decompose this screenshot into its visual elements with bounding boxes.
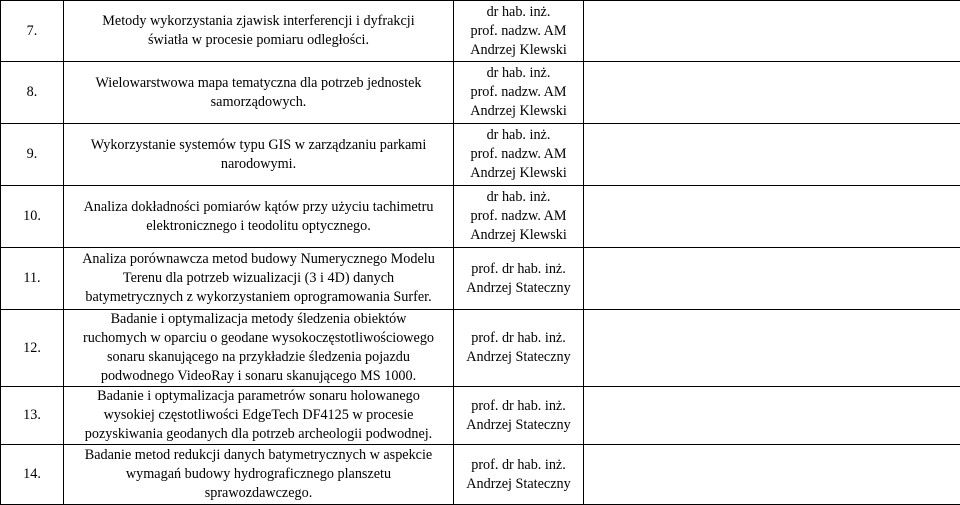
topic-line: pozyskiwania geodanych dla potrzeb archeologii podwodnej.	[72, 425, 445, 444]
supervisor-line: prof. dr hab. inż.	[456, 260, 581, 279]
topic-line: Analiza porównawcza metod budowy Numerycznego Modelu	[72, 250, 445, 269]
empty-cell	[584, 1, 960, 62]
supervisor-line: prof. nadzw. AM	[456, 145, 581, 164]
topic-line: wymagań budowy hydrograficznego planszetu	[72, 465, 445, 484]
row-number: 7.	[1, 1, 64, 62]
supervisor-line: Andrzej Klewski	[456, 102, 581, 121]
table-row	[1, 248, 960, 310]
topic-cell	[64, 124, 454, 186]
supervisor-cell	[454, 1, 584, 62]
supervisor-line: prof. dr hab. inż.	[456, 397, 581, 416]
row-number: 9.	[1, 124, 64, 186]
row-number: 14.	[1, 445, 64, 505]
topic-line: Wielowarstwowa mapa tematyczna dla potrzeb jednostek	[72, 74, 445, 93]
empty-cell	[584, 310, 960, 387]
row-number: 12.	[1, 310, 64, 387]
supervisor-line: dr hab. inż.	[456, 188, 581, 207]
table-row	[1, 62, 960, 124]
supervisor-line: Andrzej Stateczny	[456, 475, 581, 494]
topic-cell	[64, 248, 454, 310]
supervisor-line: dr hab. inż.	[456, 3, 581, 22]
supervisor-line: dr hab. inż.	[456, 126, 581, 145]
topic-line: sonaru skanującego na przykładzie śledzenia pojazdu	[72, 348, 445, 367]
supervisor-line: dr hab. inż.	[456, 64, 581, 83]
topic-line: batymetrycznych z wykorzystaniem oprogramowania Surfer.	[72, 288, 445, 307]
supervisor-cell	[454, 248, 584, 310]
topic-line: Metody wykorzystania zjawisk interferencji i dyfrakcji	[72, 12, 445, 31]
topic-line: Analiza dokładności pomiarów kątów przy użyciu tachimetru	[72, 198, 445, 217]
topic-line: Badanie i optymalizacja metody śledzenia obiektów	[72, 310, 445, 329]
supervisor-line: prof. dr hab. inż.	[456, 456, 581, 475]
supervisor-cell	[454, 387, 584, 445]
supervisor-line: prof. nadzw. AM	[456, 207, 581, 226]
topic-line: Wykorzystanie systemów typu GIS w zarządzaniu parkami	[72, 136, 445, 155]
topic-line: Badanie metod redukcji danych batymetrycznych w aspekcie	[72, 446, 445, 465]
topic-line: elektronicznego i teodolitu optycznego.	[72, 217, 445, 236]
supervisor-cell	[454, 186, 584, 248]
topic-line: ruchomych w oparciu o geodane wysokoczęstotliwościowego	[72, 329, 445, 348]
empty-cell	[584, 387, 960, 445]
topic-line: wysokiej częstotliwości EdgeTech DF4125 w procesie	[72, 406, 445, 425]
row-number: 13.	[1, 387, 64, 445]
supervisor-line: prof. dr hab. inż.	[456, 329, 581, 348]
supervisor-line: Andrzej Klewski	[456, 164, 581, 183]
row-number: 8.	[1, 62, 64, 124]
topic-line: podwodnego VideoRay i sonaru skanującego MS 1000.	[72, 367, 445, 386]
supervisor-cell	[454, 62, 584, 124]
table-row	[1, 186, 960, 248]
topic-line: światła w procesie pomiaru odległości.	[72, 31, 445, 50]
supervisor-line: Andrzej Stateczny	[456, 416, 581, 435]
topic-cell	[64, 62, 454, 124]
supervisor-line: prof. nadzw. AM	[456, 22, 581, 41]
supervisor-cell	[454, 310, 584, 387]
topic-line: samorządowych.	[72, 93, 445, 112]
topic-line: narodowymi.	[72, 155, 445, 174]
topic-cell	[64, 387, 454, 445]
table-row	[1, 310, 960, 387]
empty-cell	[584, 186, 960, 248]
row-number: 11.	[1, 248, 64, 310]
table-row	[1, 124, 960, 186]
topic-line: Terenu dla potrzeb wizualizacji (3 i 4D) danych	[72, 269, 445, 288]
table-row	[1, 1, 960, 62]
row-number: 10.	[1, 186, 64, 248]
topic-cell	[64, 1, 454, 62]
empty-cell	[584, 248, 960, 310]
empty-cell	[584, 124, 960, 186]
topic-line: sprawozdawczego.	[72, 484, 445, 503]
supervisor-line: Andrzej Stateczny	[456, 348, 581, 367]
supervisor-line: Andrzej Stateczny	[456, 279, 581, 298]
topic-line: Badanie i optymalizacja parametrów sonaru holowanego	[72, 387, 445, 406]
supervisor-line: prof. nadzw. AM	[456, 83, 581, 102]
topic-cell	[64, 186, 454, 248]
supervisor-cell	[454, 124, 584, 186]
supervisor-line: Andrzej Klewski	[456, 226, 581, 245]
topic-cell	[64, 310, 454, 387]
table-row	[1, 387, 960, 445]
supervisor-line: Andrzej Klewski	[456, 41, 581, 60]
empty-cell	[584, 62, 960, 124]
